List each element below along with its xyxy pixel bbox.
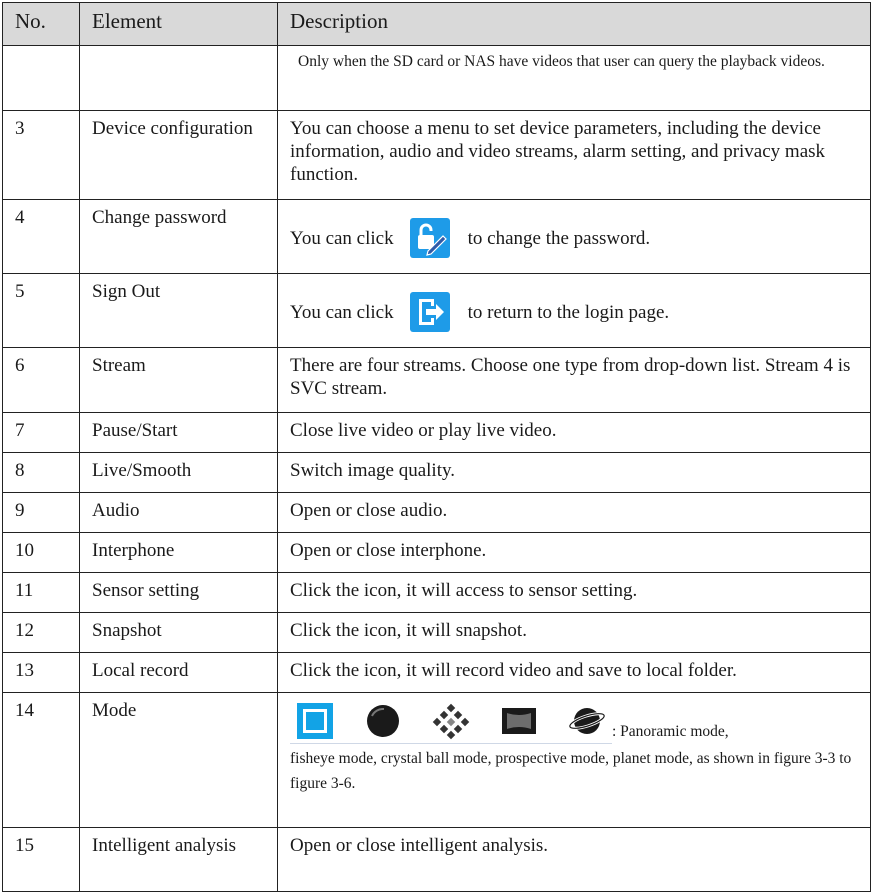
cell-element: Audio — [80, 493, 278, 533]
table-row — [3, 573, 871, 613]
table-row — [3, 274, 871, 348]
cell-element: Sign Out — [80, 274, 278, 348]
cell-no: 11 — [3, 573, 80, 613]
desc-before: You can click — [290, 227, 394, 249]
cell-element: Stream — [80, 348, 278, 413]
cell-description: There are four streams. Choose one type from drop-down list. Stream 4 is SVC stream. — [278, 348, 871, 413]
cell-description: Click the icon, it will record video and save to local folder. — [278, 653, 871, 693]
cell-element: Sensor setting — [80, 573, 278, 613]
cell-description — [278, 274, 871, 348]
table-row — [3, 693, 871, 828]
header-element: Element — [80, 3, 278, 46]
table-header-row — [3, 3, 871, 46]
desc-before: You can click — [290, 301, 394, 323]
planet-mode-icon[interactable] — [562, 699, 612, 743]
table-row — [3, 413, 871, 453]
cell-description — [278, 693, 871, 828]
cell-element: Snapshot — [80, 613, 278, 653]
desc-after: to change the password. — [467, 227, 651, 249]
cell-no — [3, 46, 80, 111]
element-description-table — [2, 2, 871, 892]
table-row — [3, 493, 871, 533]
table-row — [3, 653, 871, 693]
table-row — [3, 828, 871, 892]
lock-edit-icon — [410, 218, 450, 258]
fisheye-mode-icon[interactable] — [358, 699, 408, 743]
table-row — [3, 46, 871, 111]
cell-no: 13 — [3, 653, 80, 693]
cell-description: Click the icon, it will access to sensor setting. — [278, 573, 871, 613]
cell-description: Open or close audio. — [278, 493, 871, 533]
table-row — [3, 200, 871, 274]
header-no: No. — [3, 3, 80, 46]
cell-element: Intelligent analysis — [80, 828, 278, 892]
cell-no: 3 — [3, 111, 80, 200]
prospective-mode-icon[interactable] — [494, 699, 544, 743]
desc-after: to return to the login page. — [467, 301, 670, 323]
cell-no: 14 — [3, 693, 80, 828]
sign-out-icon — [410, 292, 450, 332]
cell-no: 15 — [3, 828, 80, 892]
cell-element: Interphone — [80, 533, 278, 573]
cell-description: You can choose a menu to set device parameters, including the device information, audio and video streams, alarm setting, and privacy mask function. — [278, 111, 871, 200]
cell-element: Pause/Start — [80, 413, 278, 453]
cell-description: Open or close intelligent analysis. — [278, 828, 871, 892]
cell-element: Device configuration — [80, 111, 278, 200]
cell-no: 7 — [3, 413, 80, 453]
cell-description: Switch image quality. — [278, 453, 871, 493]
cell-no: 8 — [3, 453, 80, 493]
crystal-ball-mode-icon[interactable] — [426, 699, 476, 743]
cell-description: Close live video or play live video. — [278, 413, 871, 453]
cell-description — [278, 200, 871, 274]
cell-element: Live/Smooth — [80, 453, 278, 493]
cell-description: Only when the SD card or NAS have videos that user can query the playback videos. — [278, 46, 871, 111]
cell-no: 4 — [3, 200, 80, 274]
cell-description: Click the icon, it will snapshot. — [278, 613, 871, 653]
header-description: Description — [278, 3, 871, 46]
cell-element: Mode — [80, 693, 278, 828]
cell-element: Local record — [80, 653, 278, 693]
cell-element: Change password — [80, 200, 278, 274]
cell-no: 9 — [3, 493, 80, 533]
table-row — [3, 453, 871, 493]
mode-icon-bar — [290, 697, 612, 744]
cell-no: 6 — [3, 348, 80, 413]
table-row — [3, 533, 871, 573]
cell-element — [80, 46, 278, 111]
cell-no: 5 — [3, 274, 80, 348]
cell-no: 12 — [3, 613, 80, 653]
table-row — [3, 613, 871, 653]
table-row — [3, 111, 871, 200]
mode-desc-rest: fisheye mode, crystal ball mode, prospective mode, planet mode, as shown in figure 3-3 to figure 3-6. — [290, 750, 852, 792]
cell-no: 10 — [3, 533, 80, 573]
table-row — [3, 348, 871, 413]
cell-description: Open or close interphone. — [278, 533, 871, 573]
mode-desc-first: : Panoramic mode, — [612, 723, 729, 740]
panoramic-mode-icon[interactable] — [290, 699, 340, 743]
